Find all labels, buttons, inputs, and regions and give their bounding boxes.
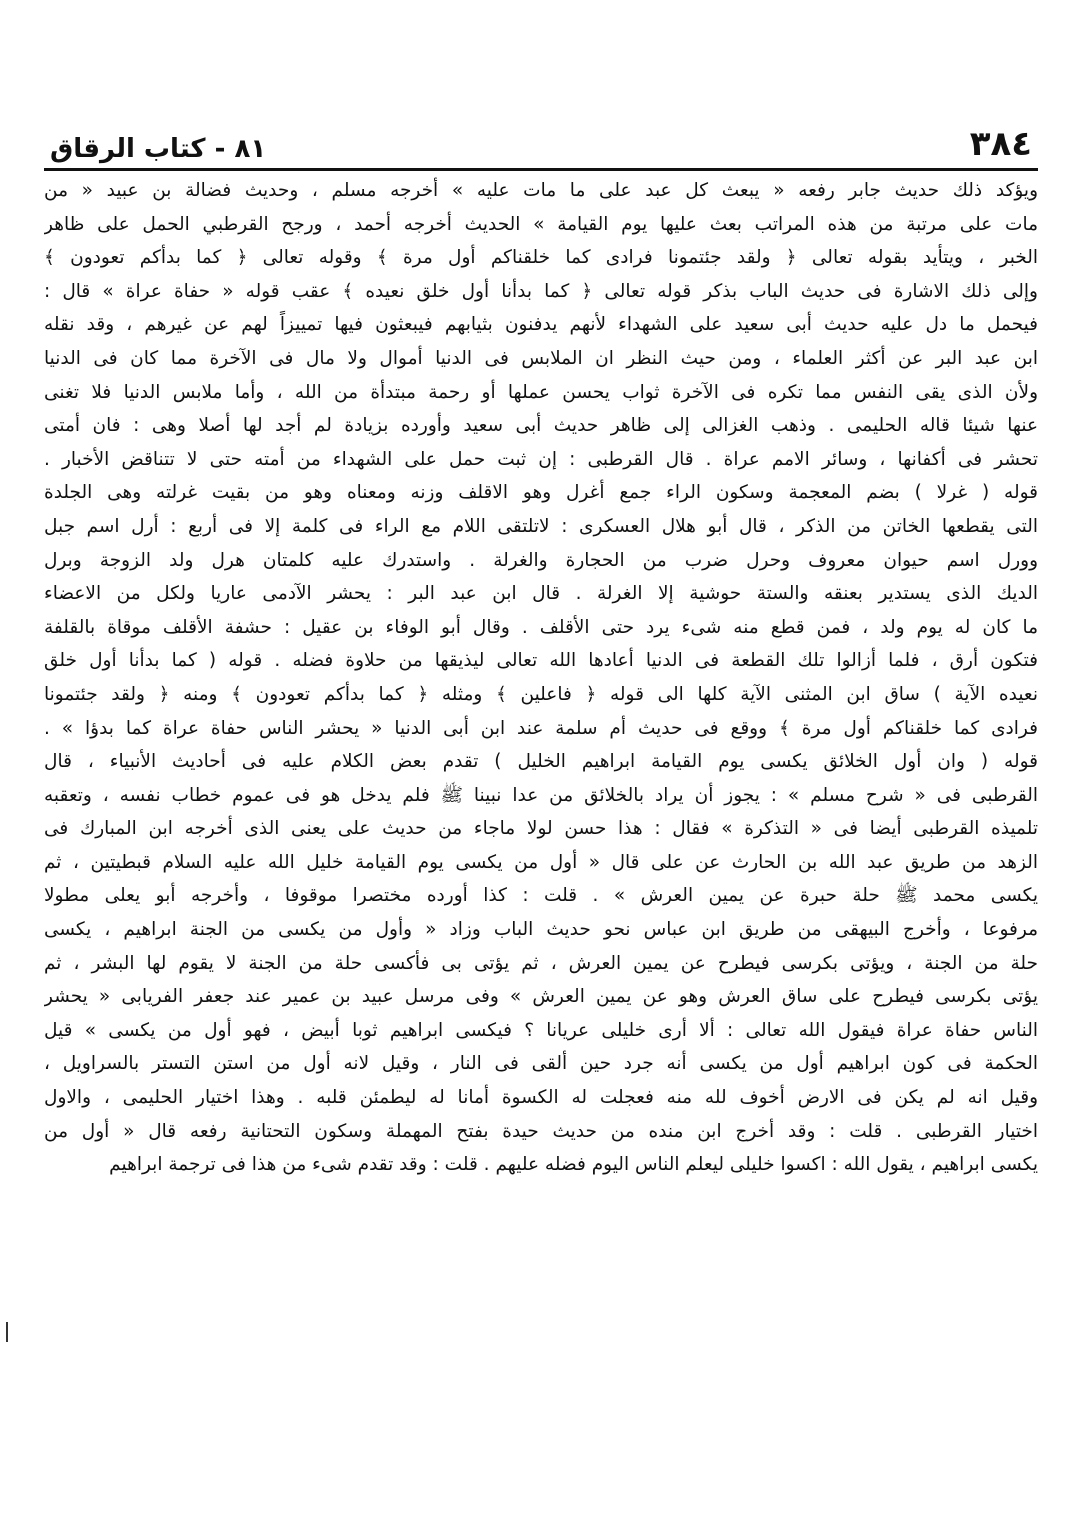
text-line: قوله ( غرلا ) بضم المعجمة وسكون الراء جمع أغرل وهو الاقلف وزنه ومعناه وهو من بقيت غرلته وهى الجلدة xyxy=(44,482,1038,504)
header-rule xyxy=(44,168,1038,171)
text-line: فتكون أرق ، فلما أزالوا تلك القطعة فى الدنيا أعادها الله تعالى ليذيقها من حلاوة فضله . قوله ( كما بدأنا أول خلق xyxy=(44,650,1038,672)
text-line: ابن عبد البر عن أكثر العلماء ، ومن حيث النظر ان الملابس فى الدنيا أموال ولا مال فى الآخرة مما كان فى الدنيا xyxy=(44,347,1038,369)
margin-mark xyxy=(6,1322,8,1342)
text-line: تحشر فى أكفانها ، وسائر الامم عراة . قال القرطبى : إن ثبت حمل على الشهداء من أمته حتى لا تتناقض الأخبار . xyxy=(44,448,1038,470)
text-line: وإلى ذلك الاشارة فى حديث الباب بذكر قوله تعالى ﴿ كما بدأنا أول خلق نعيده ﴾ عقب قوله « حفاة عراة » قال : xyxy=(44,280,1038,302)
text-line: الديك الذى يستدير بعنقه والستة حوشية إلا الغرلة . قال ابن عبد البر : يحشر الآدمى عاريا ولكل من الاعضاء xyxy=(44,583,1038,605)
section-title: ٨١ - كتاب الرقاق xyxy=(50,134,267,164)
text-line: مرفوعا ، وأخرج البيهقى من طريق ابن عباس نحو حديث الباب وزاد « وأول من يكسى من الجنة ابراهيم ، يكسى xyxy=(44,919,1038,941)
text-line: قوله ( وان أول الخلائق يكسى يوم القيامة ابراهيم الخليل ) تقدم بعض الكلام عليه فى أحاديث الأنبياء ، قال xyxy=(44,751,1038,773)
text-line: يكسى ابراهيم ، يقول الله : اكسوا خليلى ليعلم الناس اليوم فضله عليهم . قلت : وقد تقدم شىء من هذا فى ترجمة ابراهيم xyxy=(109,1154,1038,1176)
page-number: ٣٨٤ xyxy=(969,124,1032,164)
text-line: تلميذه القرطبى أيضا فى « التذكرة » فقال : هذا حسن لولا ماجاء من حديث على يعنى الذى أخرجه ابن المبارك فى xyxy=(44,818,1038,840)
text-line: فيحمل ما دل عليه حديث أبى سعيد على الشهداء لأنهم يدفنون بثيابهم فيبعثون فيها تمييزاً لهم عن غيرهم ، وقد نقله xyxy=(44,314,1038,336)
text-line: فرادى كما خلقناكم أول مرة ﴾ ووقع فى حديث أم سلمة عند ابن أبى الدنيا « يحشر الناس حفاة عراة كما بدؤا » . xyxy=(44,717,1038,739)
text-line: عنها شيئا قاله الحليمى . وذهب الغزالى إلى ظاهر حديث أبى سعيد وأورده بزيادة لم أجد لها أصلا وهى : فان أمتى xyxy=(44,415,1038,437)
text-line: الناس حفاة عراة فيقول الله تعالى : ألا أرى خليلى عريانا ؟ فيكسى ابراهيم ثوبا أبيض ، فهو أول من يكسى » قيل xyxy=(44,1019,1038,1041)
text-line: نعيده الآية ) ساق ابن المثنى الآية كلها الى قوله ﴿ فاعلين ﴾ ومثله ﴿ كما بدأكم تعودون ﴾ ومنه ﴿ ولقد جئتمونا xyxy=(44,683,1038,705)
body-text xyxy=(44,174,1038,1515)
text-line: مات على مرتبة من هذه المراتب بعث عليها يوم القيامة » الحديث أخرجه أحمد ، ورجح القرطبي الحمل على ظاهر xyxy=(44,213,1038,235)
text-line: وقيل انه لم يكن فى الارض أخوف لله منه فعجلت له الكسوة أمانا له ليطمئن قلبه . وهذا اختيار الحليمى ، والاول xyxy=(44,1087,1038,1109)
text-line: وورل اسم حيوان معروف وحرل ضرب من الحجارة والغرلة . واستدرك عليه كلمتان هرل ولد الزوجة وبرل xyxy=(44,549,1038,571)
text-line: ما كان له يوم ولد ، فمن قطع منه شىء يرد حتى الأقلف . وقال أبو الوفاء بن عقيل : حشفة الأقلف موقاة بالقلفة xyxy=(44,616,1038,638)
text-line: اختيار القرطبى . قلت : وقد أخرج ابن منده من حديث حيدة بفتح المهملة وسكون التحتانية رفعه قال « أول من xyxy=(44,1120,1038,1142)
text-line: يكسى محمد ﷺ حلة حبرة عن يمين العرش » . قلت : كذا أورده مختصرا موقوفا ، وأخرجه أبو يعلى مطولا xyxy=(44,885,1038,907)
text-line: الحكمة فى كون ابراهيم أول من يكسى أنه جرد حين ألقى فى النار ، وقيل لانه أول من استن التستر بالسراويل ، xyxy=(44,1053,1038,1075)
text-line: ولأن الذى يقى النفس مما تكره فى الآخرة ثواب يحسن عملها أو رحمة مبتدأة من الله ، وأما ملابس الدنيا فلا تغنى xyxy=(44,381,1038,403)
text-line: التى يقطعها الخاتن من الذكر ، قال أبو هلال العسكرى : لاتلتقى اللام مع الراء فى كلمة إلا فى أربع : أرل اسم جبل xyxy=(44,515,1038,537)
text-line: القرطبى فى « شرح مسلم » : يجوز أن يراد بالخلائق من عدا نبينا ﷺ فلم يدخل هو فى عموم خطاب نفسه ، وتعقبه xyxy=(44,784,1038,806)
text-line: يؤتى بكرسى فيطرح على ساق العرش وهو عن يمين العرش » وفى مرسل عبيد بن عمير عند جعفر الفريابى « يحشر xyxy=(44,986,1038,1008)
text-line: الخبر ، ويتأيد بقوله تعالى ﴿ ولقد جئتمونا فرادى كما خلقناكم أول مرة ﴾ وقوله تعالى ﴿ كما بدأكم تعودون ﴾ xyxy=(44,247,1038,269)
text-line: الزهد من طريق عبد الله بن الحارث عن على قال « أول من يكسى يوم القيامة خليل الله عليه السلام قبطيتين ، ثم xyxy=(44,851,1038,873)
text-line: ويؤكد ذلك حديث جابر رفعه « يبعث كل عبد على ما مات عليه » أخرجه مسلم ، وحديث فضالة بن عبيد « من xyxy=(44,180,1038,201)
text-line: حلة من الجنة ، ويؤتى بكرسى فيطرح عن يمين العرش ، ثم يؤتى بى فأكسى حلة من الجنة لا يقوم لها البشر ، ثم xyxy=(44,952,1038,974)
page-header xyxy=(50,118,1032,164)
